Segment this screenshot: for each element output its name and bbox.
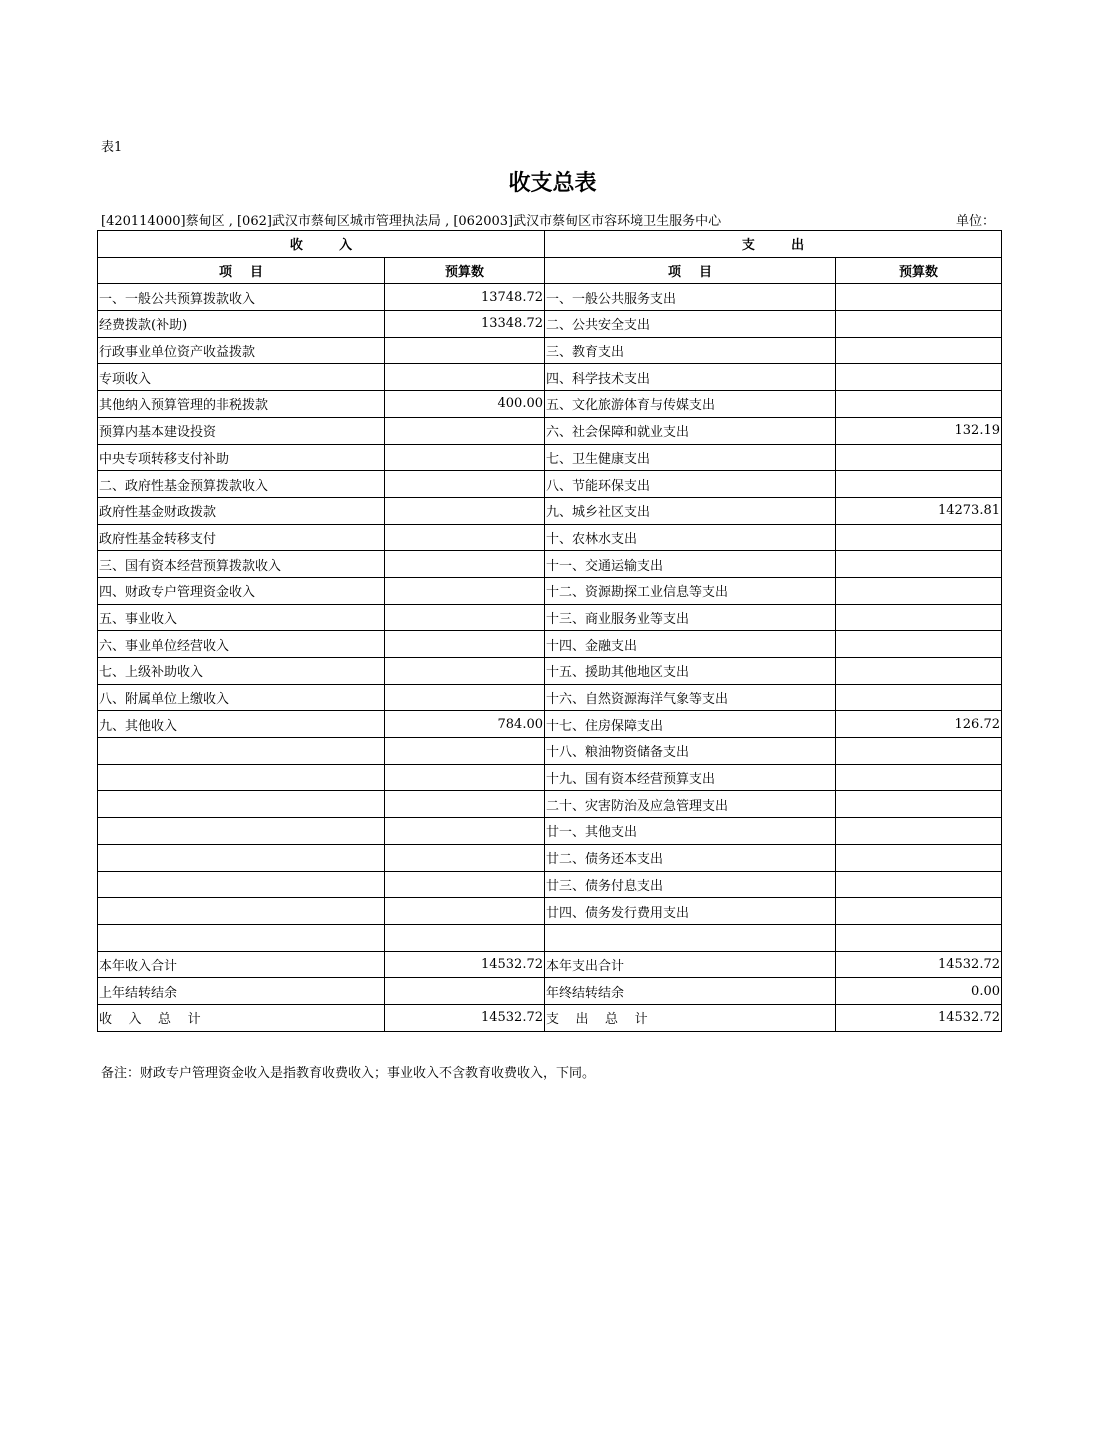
expense-value-cell (836, 524, 1002, 551)
table-row (98, 497, 1002, 524)
table-row (98, 711, 1002, 738)
income-item-cell: 八、附属单位上缴收入 (98, 684, 385, 711)
expense-section-header: 支 出 (545, 231, 1002, 258)
department-subtitle: [420114000]蔡甸区 , [062]武汉市蔡甸区城市管理执法局 , [062003]武汉市蔡甸区市容环境卫生服务中心 (101, 214, 722, 229)
expense-item-cell: 六、社会保障和就业支出 (545, 417, 836, 444)
table-row (98, 631, 1002, 658)
table-row (98, 391, 1002, 418)
expense-item-cell: 十七、住房保障支出 (545, 711, 836, 738)
income-value-cell (385, 844, 545, 871)
expense-value-cell (836, 577, 1002, 604)
income-value-cell (385, 631, 545, 658)
income-item-cell: 专项收入 (98, 364, 385, 391)
expense-value-cell (836, 818, 1002, 845)
income-item-cell (98, 738, 385, 765)
table-row (98, 738, 1002, 765)
expense-value-cell (836, 871, 1002, 898)
expense-item-cell: 十、农林水支出 (545, 524, 836, 551)
income-item-cell: 三、国有资本经营预算拨款收入 (98, 551, 385, 578)
expense-value-cell: 0.00 (836, 978, 1002, 1005)
expense-value-cell (836, 364, 1002, 391)
income-value-cell (385, 658, 545, 685)
income-item-cell: 上年结转结余 (98, 978, 385, 1005)
income-value-cell (385, 337, 545, 364)
expense-value-cell (836, 631, 1002, 658)
expense-value-cell (836, 337, 1002, 364)
income-item-cell (98, 898, 385, 925)
income-item-cell: 经费拨款(补助) (98, 311, 385, 338)
table-row (98, 898, 1002, 925)
income-value-cell (385, 551, 545, 578)
income-budget-header: 预算数 (385, 257, 545, 284)
expense-item-cell: 十五、援助其他地区支出 (545, 658, 836, 685)
income-item-cell: 政府性基金财政拨款 (98, 497, 385, 524)
income-value-cell (385, 791, 545, 818)
table-row (98, 364, 1002, 391)
income-item-cell: 九、其他收入 (98, 711, 385, 738)
income-value-cell (385, 978, 545, 1005)
section-header-row (98, 231, 1002, 258)
expense-value-cell (836, 764, 1002, 791)
expense-item-cell: 十二、资源勘探工业信息等支出 (545, 577, 836, 604)
table-row (98, 471, 1002, 498)
expense-value-cell (836, 284, 1002, 311)
income-item-cell: 五、事业收入 (98, 604, 385, 631)
footnote: 备注：财政专户管理资金收入是指教育收费收入；事业收入不含教育收费收入，下同。 (101, 1066, 596, 1081)
table-row (98, 604, 1002, 631)
expense-value-cell: 126.72 (836, 711, 1002, 738)
table-row (98, 524, 1002, 551)
budget-summary-table (97, 230, 1002, 1032)
expense-item-cell: 一、一般公共服务支出 (545, 284, 836, 311)
expense-item-cell: 二十、灾害防治及应急管理支出 (545, 791, 836, 818)
table-number-label: 表1 (101, 140, 123, 155)
table-row (98, 791, 1002, 818)
table-row (98, 764, 1002, 791)
income-value-cell (385, 684, 545, 711)
table-row (98, 818, 1002, 845)
table-row (98, 871, 1002, 898)
expense-value-cell (836, 898, 1002, 925)
expense-item-cell: 廿一、其他支出 (545, 818, 836, 845)
income-item-cell: 二、政府性基金预算拨款收入 (98, 471, 385, 498)
income-value-cell (385, 524, 545, 551)
income-value-cell (385, 604, 545, 631)
expense-item-cell: 廿二、债务还本支出 (545, 844, 836, 871)
income-value-cell: 400.00 (385, 391, 545, 418)
income-value-cell (385, 497, 545, 524)
expense-item-cell (545, 924, 836, 951)
income-value-cell (385, 871, 545, 898)
table-row (98, 684, 1002, 711)
income-value-cell (385, 924, 545, 951)
expense-value-cell (836, 471, 1002, 498)
table-row (98, 844, 1002, 871)
page-title: 收支总表 (508, 170, 597, 196)
expense-item-cell: 十四、金融支出 (545, 631, 836, 658)
income-item-cell: 行政事业单位资产收益拨款 (98, 337, 385, 364)
income-item-cell: 预算内基本建设投资 (98, 417, 385, 444)
expense-item-cell: 十六、自然资源海洋气象等支出 (545, 684, 836, 711)
income-item-cell: 其他纳入预算管理的非税拨款 (98, 391, 385, 418)
expense-item-cell: 四、科学技术支出 (545, 364, 836, 391)
expense-item-cell: 十九、国有资本经营预算支出 (545, 764, 836, 791)
table-row (98, 337, 1002, 364)
expense-value-cell: 132.19 (836, 417, 1002, 444)
income-item-cell (98, 764, 385, 791)
income-value-cell: 14532.72 (385, 1004, 545, 1031)
expense-value-cell (836, 791, 1002, 818)
income-item-cell: 中央专项转移支付补助 (98, 444, 385, 471)
expense-item-cell: 十一、交通运输支出 (545, 551, 836, 578)
table-row (98, 417, 1002, 444)
expense-item-cell: 八、节能环保支出 (545, 471, 836, 498)
income-value-cell: 14532.72 (385, 951, 545, 978)
expense-item-cell: 支 出 总 计 (545, 1004, 836, 1031)
expense-value-cell (836, 391, 1002, 418)
table-row (98, 951, 1002, 978)
expense-value-cell (836, 658, 1002, 685)
expense-item-cell: 二、公共安全支出 (545, 311, 836, 338)
expense-value-cell (836, 924, 1002, 951)
income-value-cell: 13748.72 (385, 284, 545, 311)
income-value-cell (385, 364, 545, 391)
table-row (98, 444, 1002, 471)
table-row (98, 658, 1002, 685)
expense-item-cell: 廿三、债务付息支出 (545, 871, 836, 898)
expense-value-cell (836, 684, 1002, 711)
income-item-cell: 六、事业单位经营收入 (98, 631, 385, 658)
income-item-cell (98, 844, 385, 871)
table-row (98, 311, 1002, 338)
expense-item-cell: 十八、粮油物资储备支出 (545, 738, 836, 765)
income-item-cell: 四、财政专户管理资金收入 (98, 577, 385, 604)
income-item-cell (98, 791, 385, 818)
income-value-cell: 13348.72 (385, 311, 545, 338)
expense-item-cell: 年终结转结余 (545, 978, 836, 1005)
expense-value-cell (836, 551, 1002, 578)
expense-item-cell: 十三、商业服务业等支出 (545, 604, 836, 631)
expense-budget-header: 预算数 (836, 257, 1002, 284)
expense-value-cell: 14532.72 (836, 951, 1002, 978)
expense-value-cell (836, 444, 1002, 471)
income-item-cell: 一、一般公共预算拨款收入 (98, 284, 385, 311)
income-item-cell: 本年收入合计 (98, 951, 385, 978)
income-value-cell (385, 577, 545, 604)
income-value-cell (385, 898, 545, 925)
table-row (98, 1004, 1002, 1031)
income-item-cell: 政府性基金转移支付 (98, 524, 385, 551)
income-item-cell (98, 871, 385, 898)
expense-item-cell: 九、城乡社区支出 (545, 497, 836, 524)
expense-value-cell (836, 604, 1002, 631)
income-section-header: 收 入 (98, 231, 545, 258)
expense-value-cell (836, 844, 1002, 871)
expense-item-header: 项 目 (545, 257, 836, 284)
expense-item-cell: 廿四、债务发行费用支出 (545, 898, 836, 925)
income-value-cell: 784.00 (385, 711, 545, 738)
unit-label: 单位： (956, 214, 996, 229)
expense-item-cell: 本年支出合计 (545, 951, 836, 978)
income-value-cell (385, 764, 545, 791)
expense-value-cell: 14532.72 (836, 1004, 1002, 1031)
table-row (98, 978, 1002, 1005)
income-item-cell: 收 入 总 计 (98, 1004, 385, 1031)
income-value-cell (385, 471, 545, 498)
table-row (98, 551, 1002, 578)
expense-value-cell (836, 738, 1002, 765)
table-row (98, 924, 1002, 951)
expense-value-cell: 14273.81 (836, 497, 1002, 524)
income-item-cell (98, 924, 385, 951)
table-row (98, 284, 1002, 311)
expense-item-cell: 三、教育支出 (545, 337, 836, 364)
income-value-cell (385, 417, 545, 444)
income-item-cell (98, 818, 385, 845)
expense-item-cell: 七、卫生健康支出 (545, 444, 836, 471)
income-value-cell (385, 444, 545, 471)
income-value-cell (385, 738, 545, 765)
income-value-cell (385, 818, 545, 845)
expense-item-cell: 五、文化旅游体育与传媒支出 (545, 391, 836, 418)
column-header-row (98, 257, 1002, 284)
table-row (98, 577, 1002, 604)
income-item-header: 项 目 (98, 257, 385, 284)
income-item-cell: 七、上级补助收入 (98, 658, 385, 685)
expense-value-cell (836, 311, 1002, 338)
